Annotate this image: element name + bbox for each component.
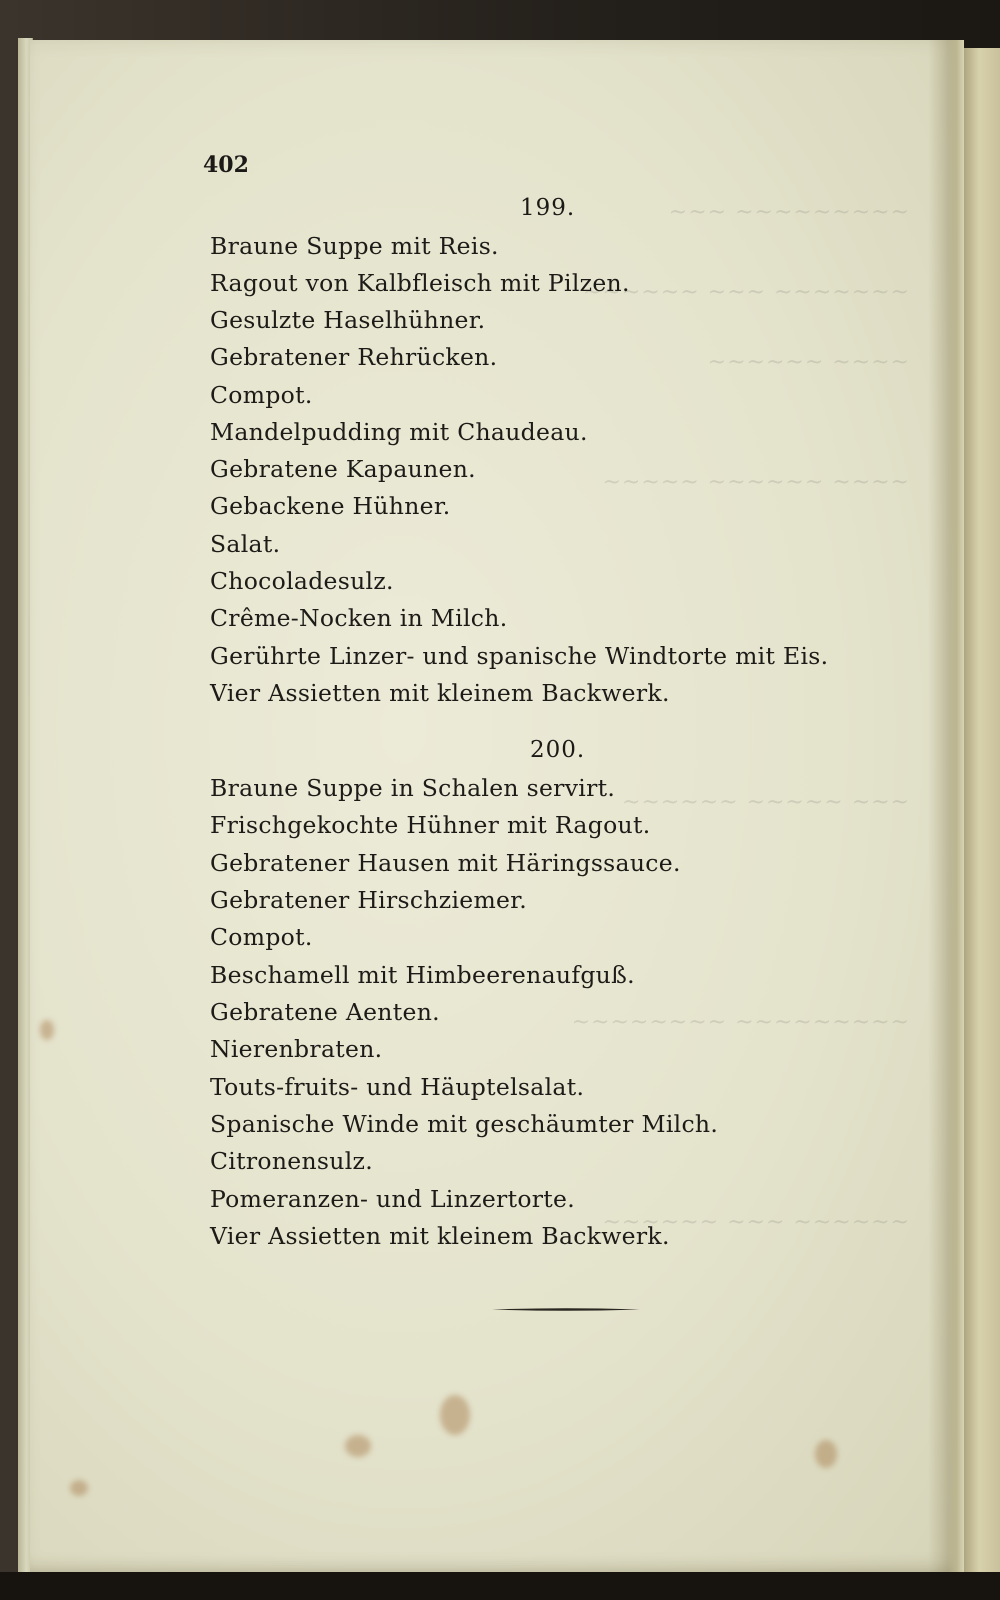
menu-item: Beschamell mit Himbeerenaufguß. — [210, 961, 635, 989]
menu-item: Chocoladesulz. — [210, 567, 394, 595]
menu-item: Mandelpudding mit Chaudeau. — [210, 418, 588, 446]
show-through-text: ~~~~~ ~~~~~~ ~~~~ — [602, 470, 910, 495]
foxing-stain — [70, 1480, 88, 1496]
menu-item: Citronensulz. — [210, 1147, 373, 1175]
menu-item: Gebratene Aenten. — [210, 998, 440, 1026]
show-through-text: ~~~~~~ ~~~~ — [707, 350, 910, 375]
menu-item: Gesulzte Haselhühner. — [210, 306, 486, 334]
page-number: 402 — [203, 152, 249, 178]
menu-item: Vier Assietten mit kleinem Backwerk. — [210, 679, 670, 707]
scan-bottom-edge — [0, 1572, 1000, 1600]
menu-heading-200: 200. — [530, 737, 586, 763]
foxing-stain — [815, 1440, 837, 1468]
foxing-stain — [40, 1020, 54, 1040]
menu-item: Crême-Nocken in Milch. — [210, 604, 508, 632]
menu-item: Braune Suppe mit Reis. — [210, 232, 499, 260]
menu-item: Vier Assietten mit kleinem Backwerk. — [210, 1222, 670, 1250]
menu-item: Pomeranzen- und Linzertorte. — [210, 1185, 576, 1213]
menu-item: Gebackene Hühner. — [210, 492, 451, 520]
menu-item: Gebratene Kapaunen. — [210, 455, 476, 483]
menu-item: Gerührte Linzer- und spanische Windtorte mit Eis. — [210, 642, 829, 670]
menu-item: Gebratener Hirschziemer. — [210, 886, 527, 914]
show-through-text: ~~~ ~~~~~~~~~ — [668, 200, 910, 225]
menu-item: Gebratener Hausen mit Häringssauce. — [210, 849, 681, 877]
show-through-text: ~~~~~~ ~~~ ~~~~~~~ — [583, 280, 910, 305]
menu-heading-199: 199. — [520, 195, 576, 221]
foxing-stain — [440, 1395, 470, 1435]
show-through-text: ~~~~~~ ~~~ ~~~~~~ — [602, 1210, 910, 1235]
menu-item: Ragout von Kalbfleisch mit Pilzen. — [210, 269, 630, 297]
menu-item: Braune Suppe in Schalen servirt. — [210, 774, 616, 802]
menu-item: Nierenbraten. — [210, 1035, 383, 1063]
menu-item: Compot. — [210, 381, 313, 409]
menu-item: Frischgekochte Hühner mit Ragout. — [210, 811, 651, 839]
menu-item: Touts-fruits- und Häuptelsalat. — [210, 1073, 585, 1101]
foxing-stain — [345, 1435, 371, 1457]
menu-item: Spanische Winde mit geschäumter Milch. — [210, 1110, 719, 1138]
closing-ornament-rule — [492, 1307, 640, 1312]
menu-item: Gebratener Rehrücken. — [210, 343, 498, 371]
menu-item: Compot. — [210, 923, 313, 951]
menu-item: Salat. — [210, 530, 281, 558]
show-through-text: ~~~~~~~~ ~~~~~~~~~ — [571, 1010, 910, 1035]
next-page-edge — [962, 48, 1000, 1578]
page-gutter-shadow — [928, 40, 964, 1572]
show-through-text: ~~~~~~ ~~~~~ ~~~ — [621, 790, 910, 815]
